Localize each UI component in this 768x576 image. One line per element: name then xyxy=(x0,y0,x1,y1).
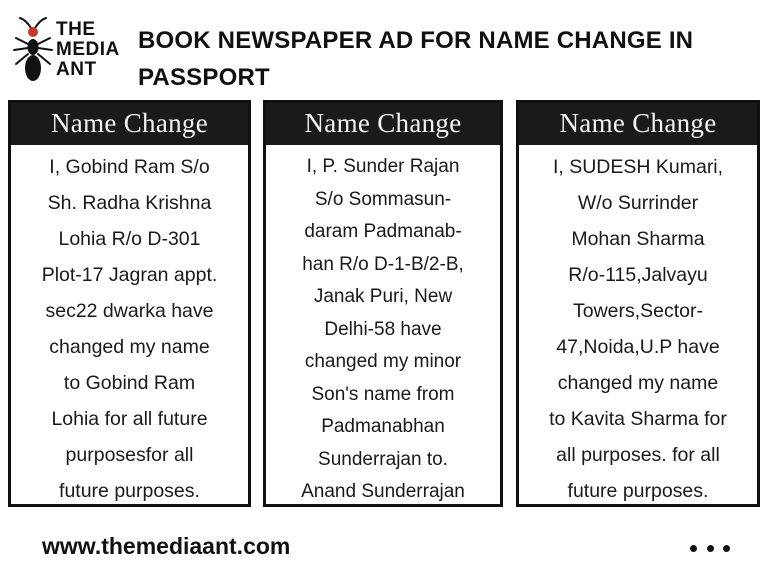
ad-heading: Name Change xyxy=(11,103,248,145)
ad-card-3 xyxy=(516,100,760,507)
ad-line: Son's name from xyxy=(311,383,455,405)
ad-card-1 xyxy=(8,100,251,507)
more-horizontal-icon xyxy=(690,545,697,552)
ad-line: Towers,Sector- xyxy=(572,300,704,322)
ad-card-2 xyxy=(263,100,503,507)
title-line-1: BOOK NEWSPAPER AD FOR NAME CHANGE IN xyxy=(138,27,694,54)
ad-line: Delhi-58 have xyxy=(324,318,442,340)
header xyxy=(0,0,768,96)
ad-line: I, SUDESH Kumari, xyxy=(552,156,724,178)
ad-line: Mohan Sharma xyxy=(571,228,705,250)
logo-line-media: MEDIA xyxy=(56,39,120,60)
brand-logo[interactable] xyxy=(10,16,130,88)
ad-line: Plot-17 Jagran appt. xyxy=(41,264,218,286)
ad-line: Janak Puri, New xyxy=(313,286,453,307)
ad-text xyxy=(266,145,500,507)
ad-line: W/o Surrinder xyxy=(577,192,699,214)
ad-line: 47,Noida,U.P have xyxy=(556,336,720,358)
more-horizontal-icon xyxy=(723,545,730,552)
more-options-button[interactable] xyxy=(690,540,730,556)
ad-line: I, P. Sunder Rajan xyxy=(306,156,460,177)
ad-line: Padmanabhan xyxy=(321,416,445,437)
ant-icon xyxy=(10,16,56,88)
more-horizontal-icon xyxy=(707,545,714,552)
ad-line: future purposes. xyxy=(567,480,709,502)
ad-line: Anand Sunderrajan xyxy=(301,481,465,502)
ad-text xyxy=(11,145,248,507)
ad-line: Sh. Radha Krishna xyxy=(47,192,212,214)
ad-line: R/o-115,Jalvayu xyxy=(568,264,708,286)
ad-line: changed my name xyxy=(49,336,210,358)
ad-line: sec22 dwarka have xyxy=(45,300,214,322)
ad-line: purposesfor all xyxy=(65,444,194,466)
ad-line: han R/o D-1-B/2-B, xyxy=(302,253,464,275)
ad-heading: Name Change xyxy=(519,103,757,145)
ad-line: Sunderrajan to. xyxy=(318,448,448,470)
ad-line: to Gobind Ram xyxy=(63,372,196,394)
ad-line: Lohia for all future xyxy=(51,408,208,430)
page-title xyxy=(138,22,763,96)
logo-line-the: THE xyxy=(56,19,96,40)
logo-line-ant: ANT xyxy=(56,59,97,80)
title-line-2: PASSPORT xyxy=(138,64,270,91)
ad-line: S/o Sommasun- xyxy=(314,188,452,210)
ad-line: changed my name xyxy=(557,372,719,394)
website-link[interactable]: www.themediaant.com xyxy=(42,533,291,559)
ad-line: changed my minor xyxy=(304,351,462,372)
ad-text xyxy=(519,145,757,507)
ad-line: Lohia R/o D-301 xyxy=(58,228,201,250)
ad-line: to Kavita Sharma for xyxy=(549,408,727,430)
ad-line: daram Padmanab- xyxy=(304,221,462,242)
ad-line: future purposes. xyxy=(59,480,200,502)
logo-wordmark xyxy=(56,20,120,80)
ad-heading: Name Change xyxy=(266,103,500,145)
ad-line: I, Gobind Ram S/o xyxy=(49,156,210,178)
ad-line: all purposes. for all xyxy=(556,444,720,466)
